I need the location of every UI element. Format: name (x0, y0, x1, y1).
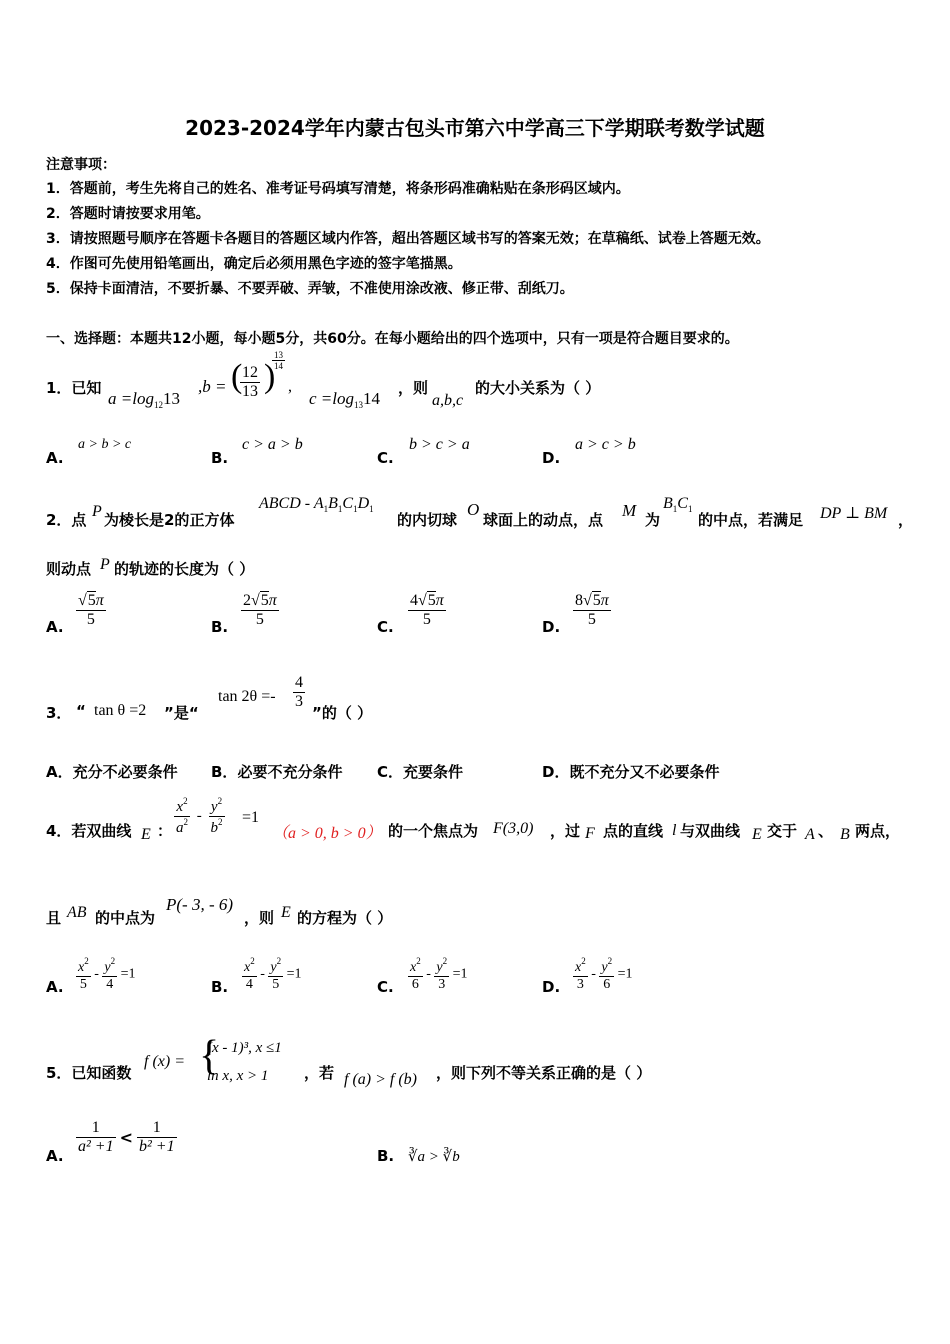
notice-item-2: 2．答题时请按要求用笔。 (46, 206, 210, 222)
q1-b-exponent: $\frac{13}{14}$ (274, 350, 283, 371)
q4-part6: 交于 (767, 822, 798, 840)
q1-b-def: ,b = (198, 377, 227, 396)
q4-line-l: l (672, 822, 677, 839)
q5-brace: { (199, 1033, 220, 1079)
q1-comma: , (288, 378, 292, 395)
q2-line2-p: P (100, 556, 110, 573)
q5-option-a-label[interactable]: A. (46, 1147, 64, 1165)
q4-segment-ab: AB (67, 904, 87, 921)
q1-option-d-expr[interactable]: a > c > b (575, 436, 636, 453)
q4-part1: 4．若双曲线 (46, 822, 132, 840)
q2-part2: 为棱长是2的正方体 (104, 511, 235, 529)
q2-cube: ABCD - $A_1B_1C_1D_1$ (259, 495, 374, 514)
q5-part1: 5．已知函数 (46, 1064, 132, 1082)
q5-part3: ，则下列不等关系正确的是（ ） (436, 1064, 652, 1082)
q4-midpoint: P(- 3, - 6) (166, 895, 234, 914)
q3-end: ”的（ ） (312, 704, 373, 722)
q2-point-p: P (92, 503, 102, 520)
q2-option-b-expr[interactable]: $\frac{2√5\pi}{5}$ (243, 592, 277, 628)
q3-option-c[interactable]: C．充要条件 (377, 763, 464, 781)
q5-case-1: (x - 1)³, x ≤1 (207, 1040, 282, 1056)
q2-part3: 的内切球 (397, 511, 458, 529)
q4-eq-one: =1 (242, 809, 260, 826)
q2-line2-part2: 的轨迹的长度为（ ） (114, 560, 255, 578)
q2-b1c1: $B_1C_1$ (663, 495, 693, 514)
q4-part4: 点的直线 (603, 822, 664, 840)
q2-part1: 2．点 (46, 511, 87, 529)
q1-c-def: $c =\log_{13}14$ (309, 389, 380, 410)
q4-line2-e: E (281, 904, 291, 921)
q3-option-a[interactable]: A．充分不必要条件 (46, 763, 178, 781)
q3-tan-theta: tan θ =2 (94, 702, 147, 719)
q4-part2: 的一个焦点为 (388, 822, 479, 840)
q4-line2-part1: 且 (46, 909, 62, 927)
q3-number: 3． (46, 704, 72, 722)
q4-option-b-label[interactable]: B. (211, 978, 229, 996)
notice-item-1: 1．答题前，考生先将自己的姓名、准考证号码填写清楚，将条形码准确粘贴在条形码区域内。 (46, 181, 630, 197)
q3-open-quote: “ (76, 702, 86, 720)
page-title: 2023-2024学年内蒙古包头市第六中学高三下学期联考数学试题 (185, 116, 765, 140)
q4-equation: $\frac{x^2}{a^2}$ - $\frac{y^2}{b^2}$ (176, 796, 223, 836)
q4-option-b-expr[interactable]: $\frac{x^2}{4}$ - $\frac{y^2}{5}$ =1 (244, 956, 302, 992)
q4-part5: 与双曲线 (680, 822, 741, 840)
q5-option-a-expr[interactable]: $\frac{1}{\text{a² +1}}$ < $\frac{1}{\text{b² +1}}$ (78, 1119, 175, 1155)
q1-then: ，则 (398, 379, 429, 397)
q4-option-d-expr[interactable]: $\frac{x^2}{3}$ - $\frac{y^2}{6}$ =1 (575, 956, 633, 992)
q4-dun: 、 (818, 822, 834, 840)
q2-option-a-expr[interactable]: $\frac{√5\pi}{5}$ (78, 592, 104, 628)
q5-option-b-expr[interactable]: ∛a > ∛b (408, 1149, 460, 1165)
q5-function: f (x) = (144, 1053, 185, 1070)
q4-line2-part2: 的中点为 (95, 909, 156, 927)
q2-option-c-expr[interactable]: $\frac{4√5\pi}{5}$ (410, 592, 444, 628)
q4-option-a-expr[interactable]: $\frac{x^2}{5}$ - $\frac{y^2}{4}$ =1 (78, 956, 136, 992)
q2-option-d-label[interactable]: D. (542, 618, 561, 636)
q1-option-d-label[interactable]: D. (542, 449, 561, 467)
q2-part6: 的中点，若满足 (698, 511, 804, 529)
q4-option-c-expr[interactable]: $\frac{x^2}{6}$ - $\frac{y^2}{3}$ =1 (410, 956, 468, 992)
q4-point-b: B (840, 826, 850, 843)
q1-number: 1．已知 (46, 379, 102, 397)
q4-curve-e2: E (752, 826, 762, 843)
q5-condition: f (a) > f (b) (344, 1071, 417, 1088)
q1-a-def: $a =\log_{12}13$ (108, 389, 180, 410)
q3-tan-2theta: tan 2θ =- (218, 688, 276, 705)
q2-option-c-label[interactable]: C. (377, 618, 394, 636)
notice-item-5: 5．保持卡面清洁，不要折暴、不要弄破、弄皱，不准使用涂改液、修正带、刮纸刀。 (46, 281, 574, 297)
q2-line2-part1: 则动点 (46, 560, 92, 578)
q1-right-paren: ) (264, 358, 276, 395)
notice-item-3: 3．请按照题号顺序在答题卡各题目的答题区域内作答，超出答题区域书写的答案无效；在草稿纸、试卷上答题无效。 (46, 231, 770, 247)
q4-line2-part4: 的方程为（ ） (297, 909, 393, 927)
q4-condition: （a > 0, b > 0） (272, 825, 382, 842)
q1-b-fraction: $\frac{12}{13}$ (242, 364, 258, 400)
q4-part3: ，过 (550, 822, 581, 840)
q2-option-a-label[interactable]: A. (46, 618, 64, 636)
q1-option-c-expr[interactable]: b > c > a (409, 436, 470, 453)
q2-center-o: O (467, 500, 480, 519)
notice-item-4: 4．作图可先使用铅笔画出，确定后必须用黑色字迹的签字笔描黑。 (46, 256, 462, 272)
q1-left-paren: ( (231, 358, 243, 395)
q3-option-b[interactable]: B．必要不充分条件 (211, 763, 343, 781)
q1-option-b-label[interactable]: B. (211, 449, 229, 467)
q2-option-d-expr[interactable]: $\frac{8√5\pi}{5}$ (575, 592, 609, 628)
q2-comma: ， (898, 511, 914, 529)
q4-point-a: A (805, 826, 815, 843)
q4-colon: ： (157, 822, 173, 840)
q1-option-a-expr[interactable]: a > b > c (78, 437, 132, 452)
q1-option-a-label[interactable]: A. (46, 449, 64, 467)
notice-heading: 注意事项： (46, 157, 116, 173)
q1-ask: 的大小关系为（ ） (475, 379, 601, 397)
q2-condition: DP ⊥ BM (820, 505, 888, 522)
q1-option-b-expr[interactable]: c > a > b (242, 436, 303, 453)
q1-vars: a,b,c (432, 392, 464, 409)
q3-middle: ”是“ (164, 704, 199, 722)
q4-part7: 两点， (855, 822, 901, 840)
q2-part4: 球面上的动点，点 (483, 511, 604, 529)
q2-option-b-label[interactable]: B. (211, 618, 229, 636)
q4-option-d-label[interactable]: D. (542, 978, 561, 996)
q5-option-b-label[interactable]: B. (377, 1147, 395, 1165)
q1-option-c-label[interactable]: C. (377, 449, 394, 467)
q4-line2-part3: ，则 (244, 909, 275, 927)
q2-part5: 为 (645, 511, 661, 529)
section-heading: 一、选择题：本题共12小题，每小题5分，共60分。在每小题给出的四个选项中，只有一项是符合题目要求的。 (46, 331, 739, 347)
q4-curve-e: E (141, 826, 151, 843)
q3-fraction: $\frac{4}{3}$ (295, 674, 303, 710)
q2-point-m: M (622, 501, 637, 520)
q5-part2: ，若 (304, 1064, 335, 1082)
q4-option-a-label[interactable]: A. (46, 978, 64, 996)
q3-option-d[interactable]: D．既不充分又不必要条件 (542, 763, 720, 781)
q4-focus: F(3,0) (493, 820, 534, 837)
q4-option-c-label[interactable]: C. (377, 978, 394, 996)
q5-case-2: ln x, x > 1 (207, 1068, 269, 1084)
q4-point-f: F (585, 825, 595, 842)
